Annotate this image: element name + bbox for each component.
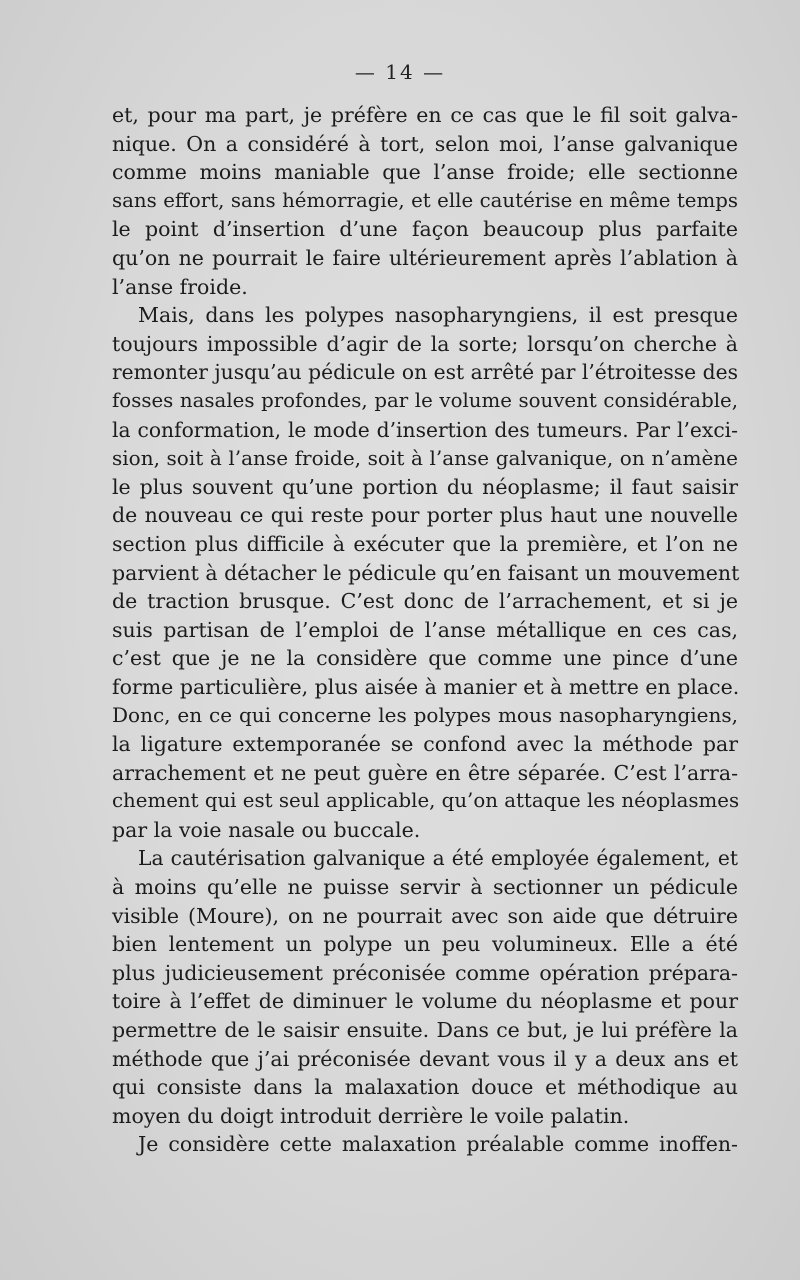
text-line: qui consiste dans la malaxation douce et méthodique au bbox=[112, 1075, 738, 1100]
text-line: sion, soit à l’anse froide, soit à l’anse galvanique, on n’amène bbox=[112, 446, 738, 471]
text-line: toujours impossible d’agir de la sorte; lorsqu’on cherche à bbox=[112, 331, 738, 356]
text-line: de traction brusque. C’est donc de l’arrachement, et si je bbox=[112, 589, 738, 614]
text-line: c’est que je ne la considère que comme une pince d’une bbox=[112, 646, 738, 671]
text-line: qu’on ne pourrait le faire ultérieurement après l’ablation à bbox=[112, 245, 738, 270]
text-line: La cautérisation galvanique a été employée également, et bbox=[138, 846, 738, 871]
page-number: — 14 — bbox=[354, 60, 446, 84]
text-line: la conformation, le mode d’insertion des tumeurs. Par l’exci- bbox=[112, 417, 738, 442]
text-line: le point d’insertion d’une façon beaucoup plus parfaite bbox=[112, 217, 738, 242]
text-line: chement qui est seul applicable, qu’on attaque les néoplasmes bbox=[112, 789, 740, 813]
text-line: méthode que j’ai préconisée devant vous il y a deux ans et bbox=[112, 1046, 738, 1071]
text-line: à moins qu’elle ne puisse servir à sectionner un pédicule bbox=[112, 875, 738, 900]
text-line: Donc, en ce qui concerne les polypes mous nasopharyngiens, bbox=[112, 703, 738, 728]
text-line: suis partisan de l’emploi de l’anse métallique en ces cas, bbox=[112, 617, 738, 642]
text-line: section plus difficile à exécuter que la première, et l’on ne bbox=[112, 531, 738, 556]
text-line: bien lentement un polype un peu volumineux. Elle a été bbox=[112, 932, 738, 957]
text-line: arrachement et ne peut guère en être séparée. C’est l’arra- bbox=[112, 760, 738, 785]
text-line: fosses nasales profondes, par le volume souvent considérable, bbox=[112, 388, 738, 412]
text-line: visible (Moure), on ne pourrait avec son aide que détruire bbox=[112, 903, 738, 928]
text-line: forme particulière, plus aisée à manier et à mettre en place. bbox=[112, 674, 740, 699]
text-line: permettre de le saisir ensuite. Dans ce but, je lui préfère la bbox=[112, 1018, 738, 1042]
text-line: toire à l’effet de diminuer le volume du néoplasme et pour bbox=[112, 989, 738, 1014]
text-line: Je considère cette malaxation préalable comme inoffen- bbox=[138, 1132, 738, 1157]
text-line: remonter jusqu’au pédicule on est arrêté par l’étroitesse des bbox=[112, 360, 738, 385]
text-line: et, pour ma part, je préfère en ce cas que le fil soit galva- bbox=[112, 103, 738, 127]
text-line: plus judicieusement préconisée comme opération prépara- bbox=[112, 960, 738, 985]
body-text bbox=[112, 101, 738, 1159]
text-line: parvient à détacher le pédicule qu’en faisant un mouvement bbox=[112, 560, 740, 585]
text-line: sans effort, sans hémorragie, et elle cautérise en même temps bbox=[112, 188, 738, 212]
text-line: Mais, dans les polypes nasopharyngiens, il est presque bbox=[138, 303, 738, 328]
text-line: la ligature extemporanée se confond avec la méthode par bbox=[112, 732, 738, 757]
text-line: moyen du doigt introduit derrière le voile palatin. bbox=[112, 1103, 630, 1128]
text-line: le plus souvent qu’une portion du néoplasme; il faut saisir bbox=[112, 474, 738, 499]
text-line: nique. On a considéré à tort, selon moi, l’anse galvanique bbox=[112, 131, 738, 156]
text-line: l’anse froide. bbox=[112, 274, 248, 299]
text-line: de nouveau ce qui reste pour porter plus haut une nouvelle bbox=[112, 503, 738, 528]
text-line: comme moins maniable que l’anse froide; elle sectionne bbox=[112, 160, 738, 185]
text-line: par la voie nasale ou buccale. bbox=[112, 817, 421, 842]
